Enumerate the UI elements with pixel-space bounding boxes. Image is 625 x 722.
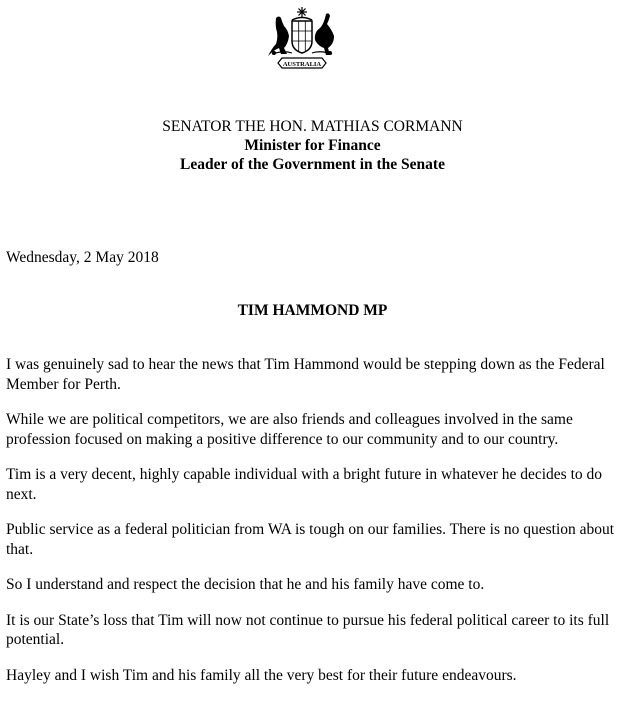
leader-title: Leader of the Government in the Senate	[180, 156, 445, 173]
senator-name: SENATOR THE HON. MATHIAS CORMANN	[162, 118, 463, 135]
paragraph: While we are political competitors, we are also friends and colleagues involved in the same profession focused on making a positive difference to our community and to our country.	[6, 411, 573, 448]
paragraph: Hayley and I wish Tim and his family all the very best for their future endeavours.	[6, 666, 517, 684]
paragraph: Public service as a federal politician from WA is tough on our families. There is no question about that.	[6, 521, 615, 558]
paragraph: I was genuinely sad to hear the news that Tim Hammond would be stepping down as the Federal Member for Perth.	[6, 356, 605, 393]
release-date: Wednesday, 2 May 2018	[6, 249, 159, 266]
minister-title: Minister for Finance	[244, 137, 381, 154]
coat-of-arms-icon	[254, 6, 350, 70]
release-title: TIM HAMMOND MP	[237, 302, 388, 319]
crest-scroll-text: AUSTRALIA	[282, 61, 322, 68]
release-body	[6, 355, 618, 701]
paragraph: So I understand and respect the decision that he and his family have come to.	[6, 576, 485, 593]
paragraph: It is our State’s loss that Tim will now not continue to pursue his federal political career to its full potential.	[6, 611, 610, 648]
letterhead	[0, 117, 625, 174]
paragraph: Tim is a very decent, highly capable individual with a bright future in whatever he decides to do next.	[6, 466, 603, 503]
